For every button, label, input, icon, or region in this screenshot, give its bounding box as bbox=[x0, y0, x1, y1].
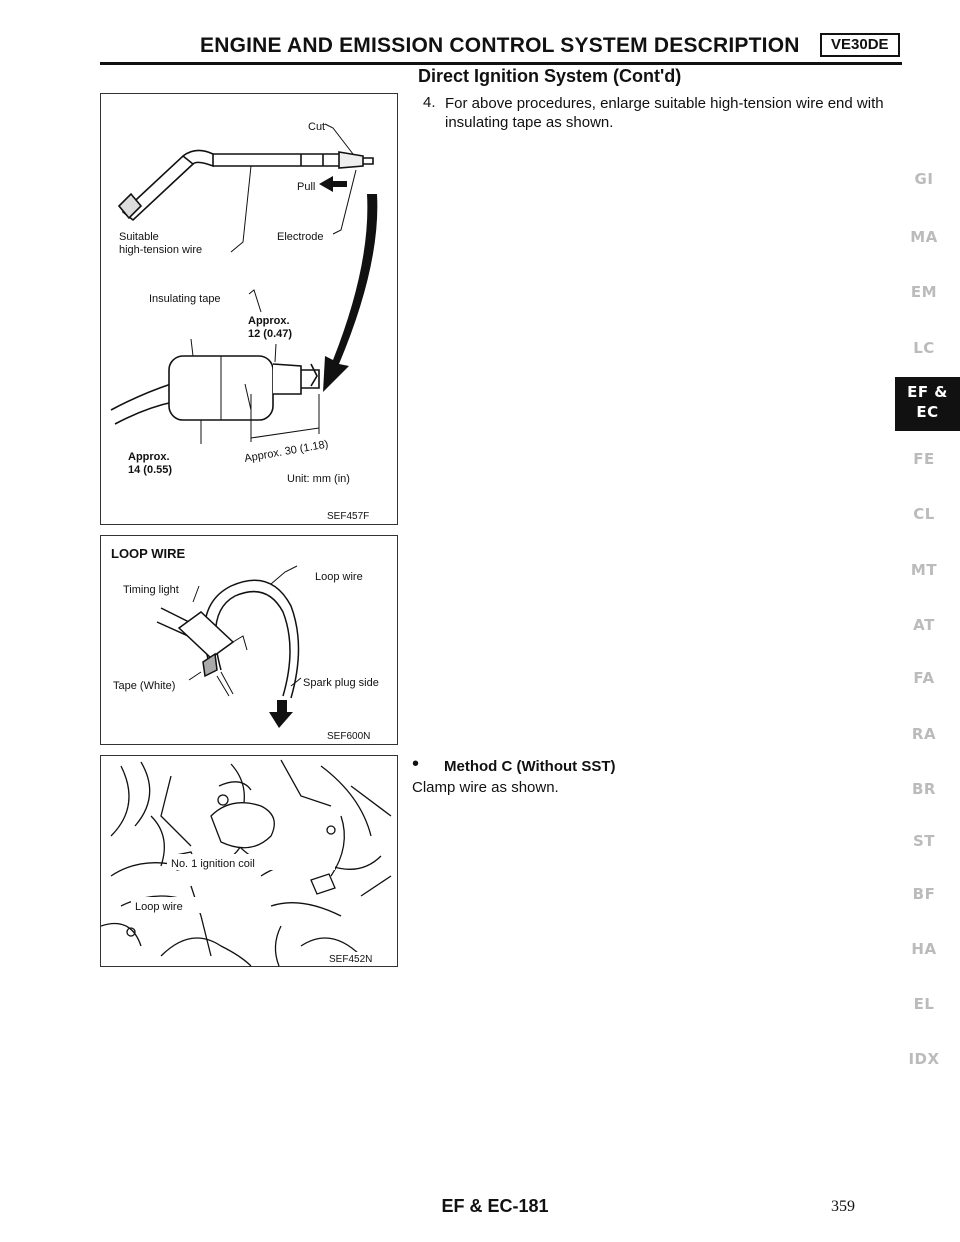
tab-em[interactable]: EM bbox=[910, 283, 938, 301]
figure-engine-bay-drawing bbox=[101, 756, 399, 968]
label-electrode: Electrode bbox=[277, 231, 324, 243]
label-insulating-tape: Insulating tape bbox=[149, 293, 221, 305]
tab-idx[interactable]: IDX bbox=[908, 1050, 940, 1068]
label-ignition-coil: No. 1 ignition coil bbox=[171, 858, 255, 870]
tab-br[interactable]: BR bbox=[912, 780, 936, 798]
page-footer-code: EF & EC-181 bbox=[441, 1196, 549, 1216]
header-rule bbox=[100, 62, 902, 65]
tab-label-line1: EF & bbox=[907, 383, 948, 401]
figure-title: LOOP WIRE bbox=[111, 546, 186, 561]
pull-arrow-icon bbox=[319, 176, 347, 192]
spark-plug-arrow-icon bbox=[269, 700, 293, 728]
tab-label-line2: EC bbox=[916, 403, 939, 421]
label-timing-light: Timing light bbox=[123, 584, 179, 596]
label-approx-14-line1: Approx. bbox=[128, 451, 170, 463]
label-cut: Cut bbox=[308, 121, 326, 133]
figure-code: SEF600N bbox=[327, 731, 371, 742]
tab-fe[interactable]: FE bbox=[913, 450, 935, 468]
page-header-title: ENGINE AND EMISSION CONTROL SYSTEM DESCRIPTION bbox=[200, 34, 800, 57]
label-approx-12: 12 (0.47) bbox=[248, 328, 293, 340]
figure-loop-wire bbox=[100, 535, 398, 745]
figure-code: SEF452N bbox=[329, 954, 373, 965]
label-approx: Approx. bbox=[248, 315, 290, 327]
label-approx-14-line2: 14 (0.55) bbox=[128, 464, 173, 476]
figure-loop-wire-drawing bbox=[101, 536, 399, 746]
tab-fa[interactable]: FA bbox=[913, 669, 935, 687]
curved-arrow-icon bbox=[323, 194, 377, 392]
label-spark-plug-side: Spark plug side bbox=[303, 677, 379, 689]
bullet-icon: • bbox=[412, 753, 420, 775]
page-number: 359 bbox=[831, 1198, 855, 1215]
label-suitable: Suitable bbox=[119, 231, 159, 243]
tab-el[interactable]: EL bbox=[913, 995, 935, 1013]
tab-ha[interactable]: HA bbox=[911, 940, 937, 958]
figure-insulating-tape-drawing bbox=[101, 94, 399, 526]
tab-lc[interactable]: LC bbox=[913, 339, 935, 357]
section-title: Direct Ignition System (Cont'd) bbox=[418, 66, 682, 86]
label-loop-wire: Loop wire bbox=[315, 571, 363, 583]
label-pull: Pull bbox=[297, 181, 316, 193]
label-unit: Unit: mm (in) bbox=[287, 473, 350, 485]
tab-at[interactable]: AT bbox=[913, 616, 935, 634]
tab-ef-ec-active[interactable] bbox=[895, 377, 960, 431]
figure-code: SEF457F bbox=[327, 511, 370, 522]
figure-insulating-tape bbox=[100, 93, 398, 525]
label-tape-white: Tape (White) bbox=[113, 680, 176, 692]
step-text: For above procedures, enlarge suitable high-tension wire end with insulating tape as shown. bbox=[445, 95, 884, 131]
figure-engine-bay bbox=[100, 755, 398, 967]
label-high-tension-wire: high-tension wire bbox=[119, 244, 203, 256]
method-c-title: Method C (Without SST) bbox=[444, 758, 616, 775]
label-loop-wire: Loop wire bbox=[135, 901, 183, 913]
tab-gi[interactable]: GI bbox=[914, 170, 934, 188]
step-number: 4. bbox=[423, 94, 436, 111]
tab-bf[interactable]: BF bbox=[912, 885, 936, 903]
engine-code-badge: VE30DE bbox=[820, 33, 900, 57]
tab-st[interactable]: ST bbox=[912, 832, 936, 850]
tab-mt[interactable]: MT bbox=[910, 561, 938, 579]
tab-ra[interactable]: RA bbox=[911, 725, 937, 743]
tab-cl[interactable]: CL bbox=[913, 505, 935, 523]
method-c-text: Clamp wire as shown. bbox=[412, 779, 559, 796]
tab-ma[interactable]: MA bbox=[910, 228, 938, 246]
label-approx-30: Approx. 30 (1.18) bbox=[243, 438, 330, 465]
